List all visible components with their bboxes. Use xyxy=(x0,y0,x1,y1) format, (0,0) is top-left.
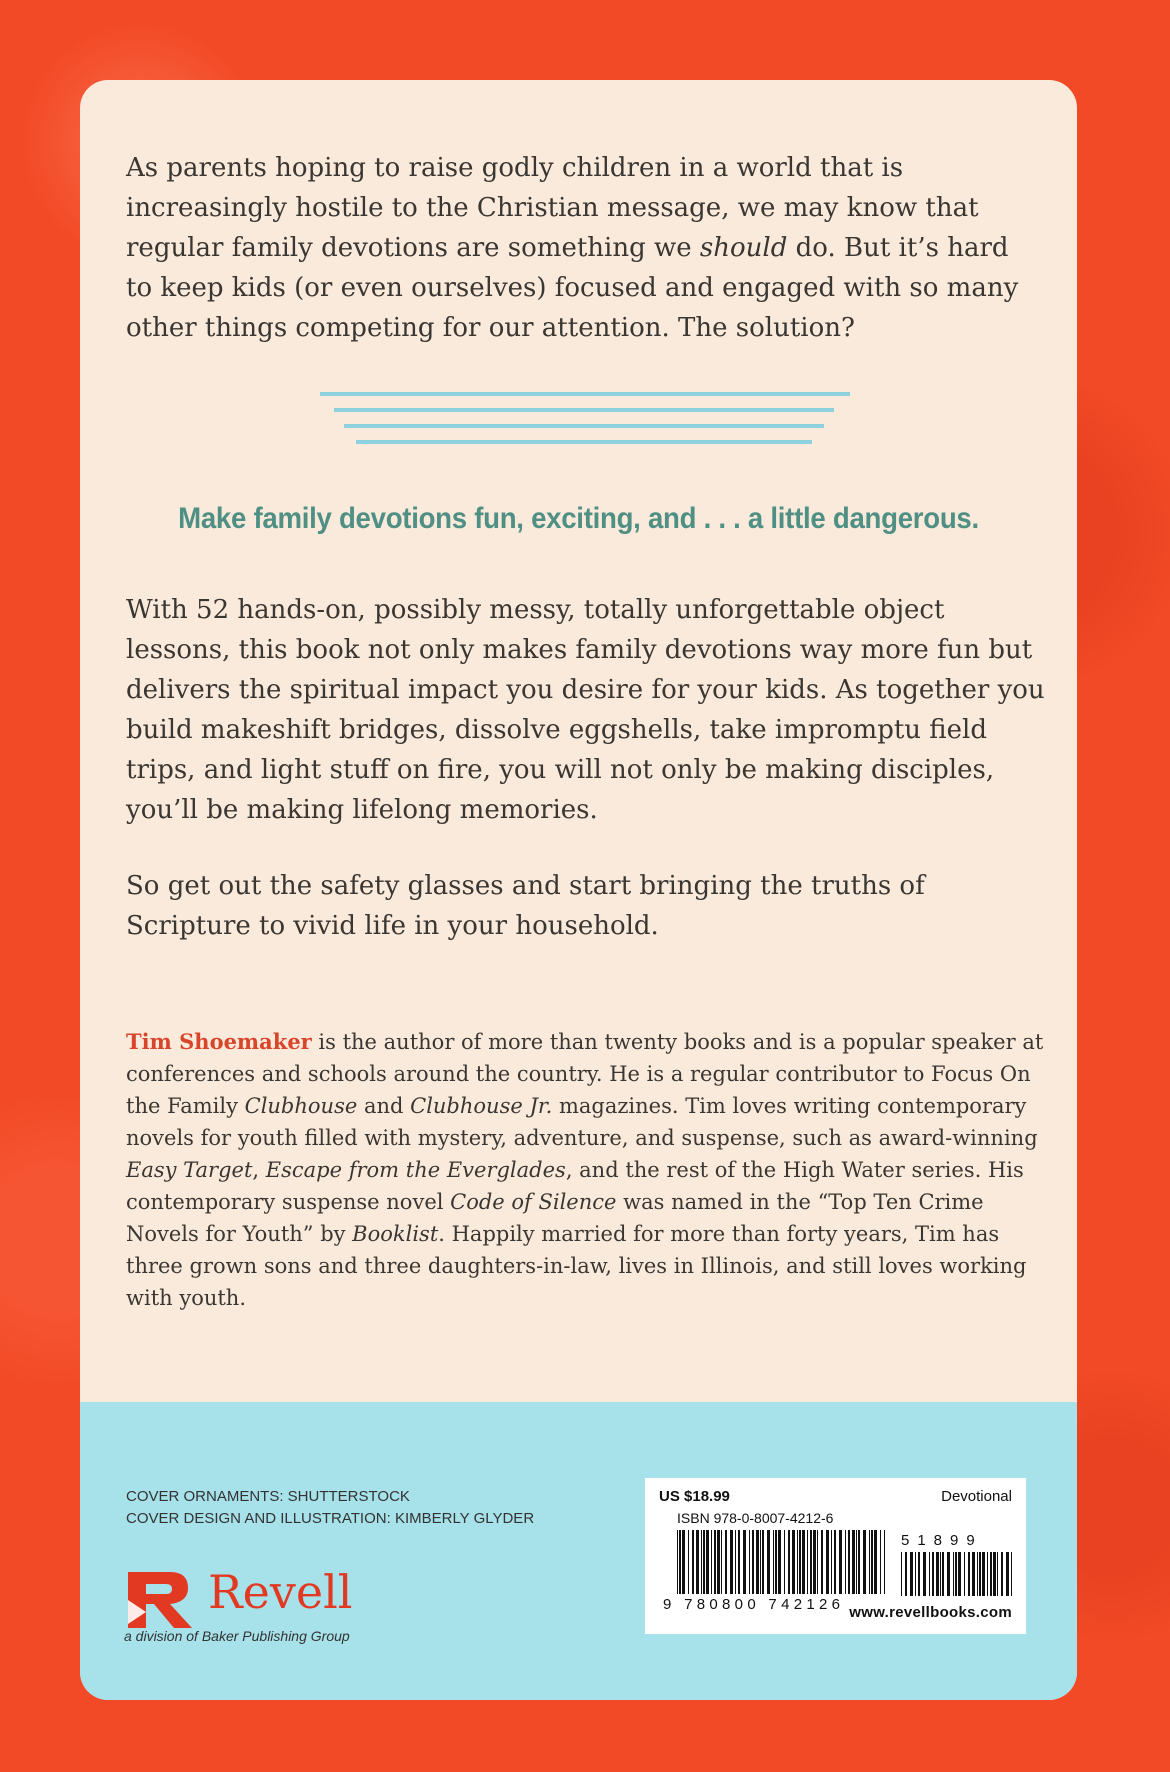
description-paragraph: With 52 hands-on, possibly messy, totally unforgettable object lessons, this book not only makes family devotions way more fun but delivers the spiritual impact you desire for your kids. As together you build makeshift bridges, dissolve eggshells, take impromptu field trips, and light stuff on fire, you will not only be making disciples, you’ll be making lifelong memories. xyxy=(126,595,1045,825)
barcode-bar xyxy=(826,1530,829,1594)
barcode-bar xyxy=(858,1530,860,1594)
barcode-bar xyxy=(942,1552,944,1596)
ean-digits: 9 780800 742126 xyxy=(663,1596,845,1613)
bio-text: is the author of more than twenty books and is a popular speaker at conferences and schools around the country. He is a regular contributor to Focus On the Family xyxy=(126,1030,1044,1118)
barcode-bar xyxy=(968,1552,970,1596)
barcode-bar xyxy=(760,1530,761,1594)
ornament-line-1 xyxy=(320,392,850,396)
barcode-bar xyxy=(711,1530,712,1594)
barcode-bar xyxy=(831,1530,832,1594)
author-bio xyxy=(126,1026,1046,1314)
bio-text: and xyxy=(357,1094,411,1118)
price-addon-digits: 51899 xyxy=(901,1532,983,1549)
barcode-bar xyxy=(788,1530,790,1594)
intro-text-2: do. But it’s hard to keep kids (or even ourselves) focused and engaged with so many other things competing for our attention. The solution? xyxy=(126,233,1019,343)
barcode-bar xyxy=(880,1530,881,1594)
barcode-bar xyxy=(932,1552,934,1596)
barcode-bar xyxy=(701,1530,702,1594)
barcode-bar xyxy=(1006,1552,1009,1596)
bio-text: , xyxy=(252,1158,266,1182)
barcode-bar xyxy=(696,1530,699,1594)
barcode-bar xyxy=(990,1552,992,1596)
barcode-bar xyxy=(987,1552,988,1596)
barcode-bar xyxy=(743,1530,746,1594)
bio-title-clubhouse: Clubhouse xyxy=(244,1094,358,1118)
credit-ornaments: COVER ORNAMENTS: SHUTTERSTOCK xyxy=(126,1488,410,1505)
barcode-bar xyxy=(810,1530,812,1594)
barcode-bar xyxy=(871,1530,873,1594)
bio-title-clubhouse-jr: Clubhouse Jr. xyxy=(410,1094,553,1118)
barcode-bar xyxy=(964,1552,965,1596)
addon-barcode xyxy=(901,1552,1013,1596)
barcode-bar xyxy=(817,1530,818,1594)
intro-emphasis: should xyxy=(699,233,788,263)
closing-paragraph: So get out the safety glasses and start bringing the truths of Scripture to vivid life in your household. xyxy=(126,871,925,941)
bio-title-escape: Escape from the Everglades xyxy=(265,1158,566,1182)
barcode-bar xyxy=(775,1530,777,1594)
barcode-bar xyxy=(1011,1552,1012,1596)
barcode-bar xyxy=(752,1530,754,1594)
price: US $18.99 xyxy=(659,1488,730,1505)
publisher-name: Revell xyxy=(208,1565,353,1619)
barcode-bar xyxy=(813,1530,816,1594)
barcode-bar xyxy=(677,1530,678,1594)
bio-title-easy-target: Easy Target xyxy=(126,1158,253,1182)
category: Devotional xyxy=(941,1488,1012,1505)
intro-text-1: As parents hoping to raise godly children in a world that is increasingly hostile to the Christian message, we may know that regular family devotions are something we xyxy=(126,153,979,263)
barcode-bar xyxy=(756,1530,759,1594)
ornament-line-3 xyxy=(344,424,824,428)
barcode-bar xyxy=(799,1530,801,1594)
barcode-bar xyxy=(953,1552,954,1596)
barcode-bar xyxy=(703,1530,705,1594)
publisher-logo xyxy=(124,1562,464,1652)
barcode-bar xyxy=(717,1530,720,1594)
intro-paragraph xyxy=(126,148,1036,348)
barcode-bar xyxy=(784,1530,785,1594)
barcode-bar xyxy=(884,1530,885,1594)
ean-barcode xyxy=(677,1530,885,1594)
barcode-bar xyxy=(706,1530,709,1594)
blue-footer-band xyxy=(80,1402,1077,1700)
barcode-bar xyxy=(852,1530,855,1594)
barcode-bar xyxy=(863,1530,866,1594)
revell-r-icon xyxy=(124,1566,196,1632)
barcode-bar xyxy=(725,1530,727,1594)
barcode-bar xyxy=(821,1530,823,1594)
barcode-bar xyxy=(839,1530,842,1594)
barcode-bar xyxy=(792,1530,795,1594)
barcode-bar xyxy=(947,1552,950,1596)
cream-content-panel xyxy=(80,80,1077,1700)
bio-text: magazines. Tim loves writing contemporary novels for youth filled with mystery, adventure, and suspense, such as award-winning xyxy=(126,1094,1038,1150)
barcode-bar xyxy=(778,1530,781,1594)
barcode-bar xyxy=(869,1530,870,1594)
barcode-bar xyxy=(738,1530,740,1594)
barcode-bar xyxy=(714,1530,716,1594)
barcode-bar xyxy=(923,1552,926,1596)
barcode-bar xyxy=(958,1552,961,1596)
barcode-bar xyxy=(735,1530,736,1594)
ornament-line-4 xyxy=(356,440,812,444)
bio-title-booklist: Booklist xyxy=(352,1222,439,1246)
barcode-bar xyxy=(834,1530,836,1594)
barcode-bar xyxy=(1001,1552,1003,1596)
barcode-box xyxy=(645,1478,1026,1634)
barcode-bar xyxy=(692,1530,694,1594)
barcode-bar xyxy=(955,1552,957,1596)
barcode-bar xyxy=(767,1530,770,1594)
barcode-bar xyxy=(977,1552,978,1596)
barcode-bar xyxy=(762,1530,764,1594)
website: www.revellbooks.com xyxy=(849,1604,1012,1621)
barcode-bar xyxy=(940,1552,941,1596)
barcode-bar xyxy=(982,1552,985,1596)
bio-title-code-of-silence: Code of Silence xyxy=(450,1190,617,1214)
barcode-bar xyxy=(993,1552,996,1596)
cover-credits xyxy=(126,1486,534,1530)
barcode-bar xyxy=(749,1530,750,1594)
barcode-bar xyxy=(807,1530,808,1594)
barcode-bar xyxy=(972,1552,975,1596)
barcode-bar xyxy=(918,1552,920,1596)
barcode-bar xyxy=(874,1530,877,1594)
barcode-bar xyxy=(688,1530,689,1594)
barcode-bar xyxy=(979,1552,981,1596)
barcode-bar xyxy=(901,1552,902,1596)
bio-text: . Happily married for more than forty years, Tim has three grown sons and three daughters-in-law, lives in Illinois, and still loves working with youth. xyxy=(126,1222,1027,1310)
barcode-bar xyxy=(802,1530,805,1594)
barcode-bar xyxy=(797,1530,798,1594)
barcode-bar xyxy=(845,1530,846,1594)
barcode-bar xyxy=(679,1530,681,1594)
barcode-bar xyxy=(773,1530,774,1594)
barcode-bar xyxy=(997,1552,998,1596)
barcode-bar xyxy=(730,1530,733,1594)
publisher-division: a division of Baker Publishing Group xyxy=(124,1628,350,1644)
ornament-lines xyxy=(320,392,850,452)
barcode-bar xyxy=(905,1552,907,1596)
barcode-bar xyxy=(915,1552,916,1596)
barcode-bar xyxy=(929,1552,930,1596)
author-name: Tim Shoemaker xyxy=(126,1029,312,1054)
barcode-bar xyxy=(856,1530,857,1594)
barcode-bar xyxy=(721,1530,722,1594)
credit-design: COVER DESIGN AND ILLUSTRATION: KIMBERLY GLYDER xyxy=(126,1510,535,1527)
ornament-line-2 xyxy=(334,408,834,412)
tagline: Make family devotions fun, exciting, and . . . a little dangerous. xyxy=(178,502,979,535)
bio-text: was named in the “Top Ten Crime Novels for Youth” by xyxy=(126,1190,984,1246)
barcode-bar xyxy=(848,1530,850,1594)
bio-text: , and the rest of the High Water series. His contemporary suspense novel xyxy=(126,1158,1024,1214)
barcode-bar xyxy=(682,1530,685,1594)
barcode-bar xyxy=(910,1552,913,1596)
isbn: ISBN 978-0-8007-4212-6 xyxy=(677,1510,834,1526)
barcode-bar xyxy=(936,1552,939,1596)
